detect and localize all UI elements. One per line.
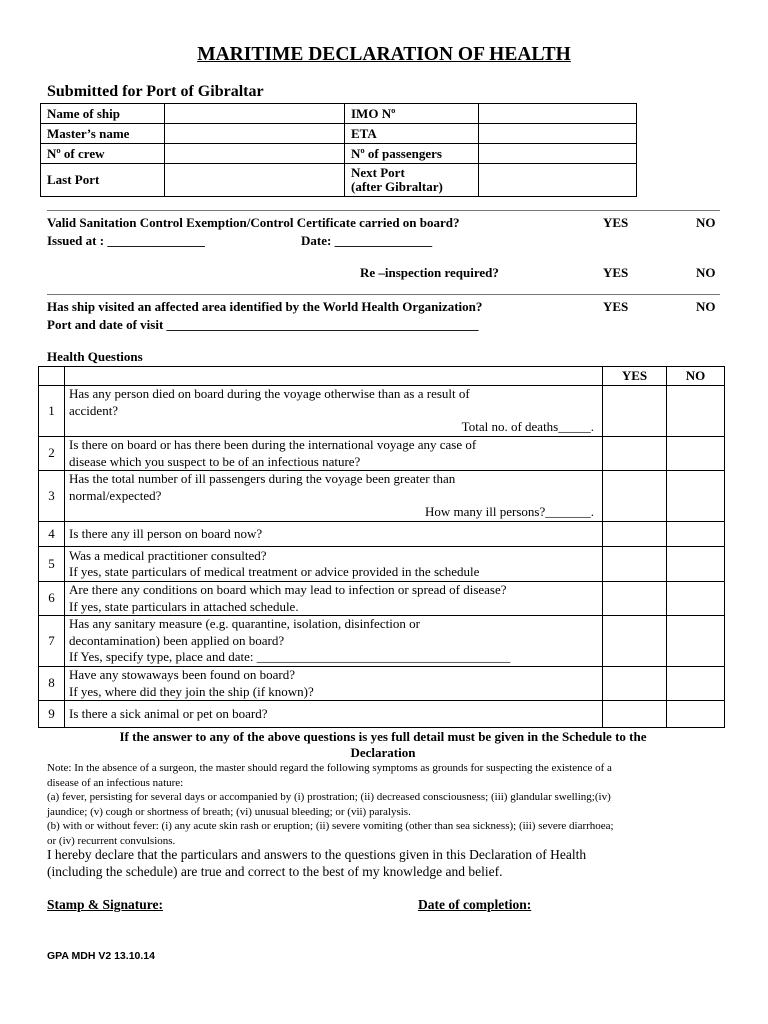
yes-answer-cell[interactable]	[603, 386, 667, 437]
yes-answer-cell[interactable]	[603, 547, 667, 582]
question-row	[39, 522, 725, 547]
issued-at-field[interactable]: Issued at : _______________	[47, 233, 205, 248]
ship-details-table	[40, 103, 637, 197]
question-number: 5	[39, 547, 65, 582]
yes-answer-cell[interactable]	[603, 522, 667, 547]
question-number: 3	[39, 471, 65, 522]
name-of-ship-label: Name of ship	[41, 104, 165, 124]
eta-label: ETA	[345, 124, 479, 144]
name-of-ship-field[interactable]	[165, 104, 345, 124]
reinspection-no-option[interactable]: NO	[696, 265, 716, 280]
issued-date-field[interactable]: Date: _______________	[301, 233, 433, 248]
question-text: Have any stowaways been found on board? If yes, where did they join the ship (if known)?	[65, 667, 603, 701]
next-port-field[interactable]	[479, 164, 637, 197]
date-of-completion-label: Date of completion:	[418, 897, 532, 912]
no-answer-cell[interactable]	[667, 471, 725, 522]
no-answer-cell[interactable]	[667, 437, 725, 471]
port-date-visit-field[interactable]: Port and date of visit ________________________________________________	[47, 317, 479, 332]
question-number: 6	[39, 582, 65, 616]
imo-label: IMO Nº	[345, 104, 479, 124]
no-column-header: NO	[667, 367, 725, 386]
who-no-option[interactable]: NO	[696, 299, 716, 314]
no-answer-cell[interactable]	[667, 582, 725, 616]
question-number: 2	[39, 437, 65, 471]
question-row	[39, 386, 725, 437]
next-port-label: Next Port (after Gibraltar)	[345, 164, 479, 197]
imo-field[interactable]	[479, 104, 637, 124]
sanitation-no-option[interactable]: NO	[696, 215, 716, 230]
question-text: Has any sanitary measure (e.g. quarantine, isolation, disinfection or decontamination) been applied on board? If Yes, specify type, place and date: _______________________________________	[65, 616, 603, 667]
yes-answer-cell[interactable]	[603, 582, 667, 616]
question-text: Are there any conditions on board which may lead to infection or spread of disease? If yes, state particulars in attached schedule.	[65, 582, 603, 616]
who-yes-option[interactable]: YES	[603, 299, 629, 314]
passengers-field[interactable]	[479, 144, 637, 164]
stamp-signature-label: Stamp & Signature:	[47, 897, 164, 912]
port-subtitle: Submitted for Port of Gibraltar	[47, 83, 264, 100]
no-answer-cell[interactable]	[667, 616, 725, 667]
health-questions-table	[38, 366, 725, 728]
question-row	[39, 437, 725, 471]
reinspection-yes-option[interactable]: YES	[603, 265, 629, 280]
schedule-instruction: If the answer to any of the above questions is yes full detail must be given in the Schedule to the Declaration	[119, 729, 647, 760]
question-text: Is there on board or has there been during the international voyage any case of disease which you suspect to be of an infectious nature?	[65, 437, 603, 471]
question-text: Has the total number of ill passengers during the voyage been greater than normal/expected? How many ill persons?_______.	[65, 471, 603, 522]
no-answer-cell[interactable]	[667, 547, 725, 582]
last-port-field[interactable]	[165, 164, 345, 197]
eta-field[interactable]	[479, 124, 637, 144]
no-answer-cell[interactable]	[667, 667, 725, 701]
crew-field[interactable]	[165, 144, 345, 164]
question-text: Has any person died on board during the voyage otherwise than as a result of accident? Total no. of deaths_____.	[65, 386, 603, 437]
no-answer-cell[interactable]	[667, 522, 725, 547]
yes-answer-cell[interactable]	[603, 471, 667, 522]
yes-answer-cell[interactable]	[603, 667, 667, 701]
question-row	[39, 582, 725, 616]
question-number: 8	[39, 667, 65, 701]
no-answer-cell[interactable]	[667, 386, 725, 437]
divider	[47, 294, 720, 295]
crew-label: Nº of crew	[41, 144, 165, 164]
question-number: 1	[39, 386, 65, 437]
declaration-text: I hereby declare that the particulars and answers to the questions given in this Declaration of Health (including the schedule) are true and correct to the best of my knowledge and belief.	[47, 847, 587, 879]
question-row	[39, 547, 725, 582]
page-title: MARITIME DECLARATION OF HEALTH	[197, 44, 571, 65]
question-text: Was a medical practitioner consulted? If yes, state particulars of medical treatment or advice provided in the schedule	[65, 547, 603, 582]
yes-answer-cell[interactable]	[603, 616, 667, 667]
question-number: 9	[39, 701, 65, 728]
no-answer-cell[interactable]	[667, 701, 725, 728]
yes-answer-cell[interactable]	[603, 701, 667, 728]
health-questions-heading: Health Questions	[47, 349, 143, 364]
question-row	[39, 616, 725, 667]
question-number: 4	[39, 522, 65, 547]
question-number: 7	[39, 616, 65, 667]
who-question: Has ship visited an affected area identified by the World Health Organization?	[47, 299, 483, 314]
form-version-footer: GPA MDH V2 13.10.14	[47, 950, 155, 962]
question-row	[39, 667, 725, 701]
masters-name-field[interactable]	[165, 124, 345, 144]
yes-column-header: YES	[603, 367, 667, 386]
last-port-label: Last Port	[41, 164, 165, 197]
symptoms-note: Note: In the absence of a surgeon, the master should regard the following symptoms as grounds for suspecting the existence of a disease of an infectious nature: (a) fever, persisting for several days or accompanied by (i) prostration; (ii) decreased consciousness; (iii) glandular swelling;(iv) jaundice; (v) cough or shortness of breath; (vi) unusual bleeding; or (vii) paralysis. (b) with or without fever: (i) any acute skin rash or eruption; (ii) severe vomiting (other than sea sickness); (iii) severe diarrhoea; or (iv) recurrent convulsions.	[47, 762, 614, 847]
question-row	[39, 701, 725, 728]
question-text: Is there a sick animal or pet on board?	[65, 701, 603, 728]
question-row	[39, 471, 725, 522]
reinspection-question: Re –inspection required?	[360, 265, 499, 280]
sanitation-question: Valid Sanitation Control Exemption/Control Certificate carried on board?	[47, 215, 460, 230]
masters-name-label: Master’s name	[41, 124, 165, 144]
question-text: Is there any ill person on board now?	[65, 522, 603, 547]
sanitation-yes-option[interactable]: YES	[603, 215, 629, 230]
yes-answer-cell[interactable]	[603, 437, 667, 471]
passengers-label: Nº of passengers	[345, 144, 479, 164]
divider	[47, 210, 720, 211]
